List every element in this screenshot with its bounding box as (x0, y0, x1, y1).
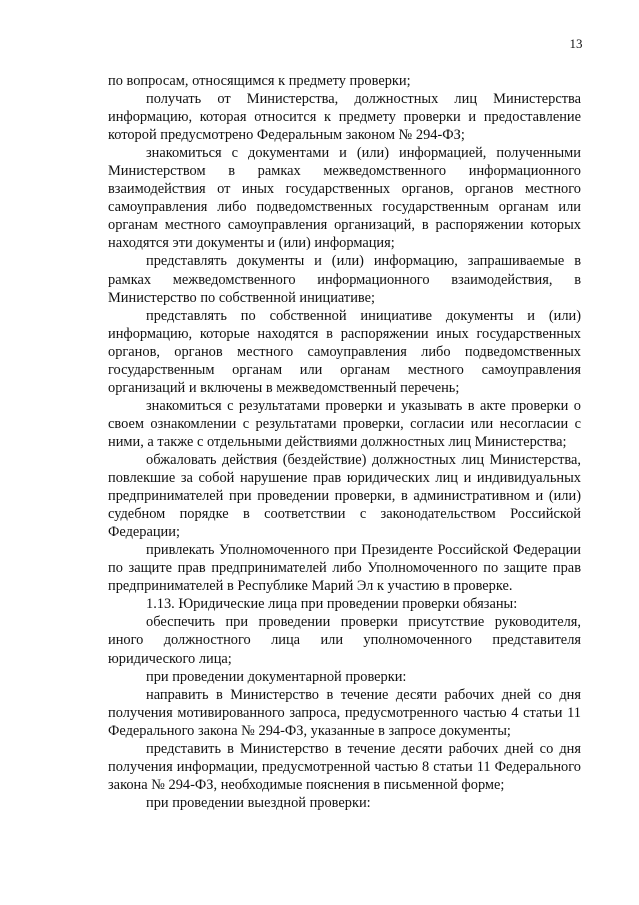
paragraph: знакомиться с результатами проверки и указывать в акте проверки о своем ознакомлении с результатами проверки, согласии или несогласии с ними, а также с отдельными действиями должностных лиц Министерства; (108, 397, 581, 450)
paragraph: получать от Министерства, должностных лиц Министерства информацию, которая относится к предмету проверки и предоставление которой предусмотрено Федеральным законом № 294-ФЗ; (108, 91, 581, 144)
paragraph: обеспечить при проведении проверки присутствие руководителя, иного должностного лица или уполномоченного представителя юридического лица; (108, 614, 581, 667)
paragraph: по вопросам, относящимся к предмету проверки; (108, 73, 411, 89)
paragraph: представлять по собственной инициативе документы и (или) информацию, которые находятся в распоряжении иных государственных органов, органов местного самоуправления либо подведомственных государственным органам или органам местного самоуправления организаций и включены в межведомственный перечень; (108, 307, 581, 396)
paragraph: привлекать Уполномоченного при Президенте Российской Федерации по защите прав предпринимателей либо Уполномоченного по защите прав предпринимателей в Республике Марий Эл к участию в проверке. (108, 542, 581, 595)
paragraph: представить в Министерство в течение десяти рабочих дней со дня получения информации, предусмотренной частью 8 статьи 11 Федерального закона № 294-ФЗ, необходимые пояснения в письменной форме; (108, 740, 581, 793)
document-body (108, 72, 581, 812)
paragraph: направить в Министерство в течение десяти рабочих дней со дня получения мотивированного запроса, предусмотренного частью 4 статьи 11 Федерального закона № 294-ФЗ, указанные в запросе документы; (108, 686, 581, 739)
paragraph: обжаловать действия (бездействие) должностных лиц Министерства, повлекшие за собой нарушение прав юридических лиц и индивидуальных предпринимателей при проведении проверки, в административном и (или) судебном порядке в соответствии с законодательством Российской Федерации; (108, 451, 581, 541)
paragraph: представлять документы и (или) информацию, запрашиваемые в рамках межведомственного информационного взаимодействия, в Министерство по собственной инициативе; (108, 253, 581, 306)
paragraph: при проведении выездной проверки: (146, 794, 371, 811)
paragraph: 1.13. Юридические лица при проведении проверки обязаны: (146, 596, 518, 613)
paragraph: знакомиться с документами и (или) информацией, полученными Министерством в рамках межведомственного информационного взаимодействия от иных государственных органов, органов местного самоуправления либо подведомственных государственным органам или органам местного самоуправления организаций, в распоряжении которых находятся эти документы и (или) информация; (108, 145, 581, 252)
page-number: 13 (569, 36, 583, 51)
paragraph: при проведении документарной проверки: (146, 668, 407, 685)
